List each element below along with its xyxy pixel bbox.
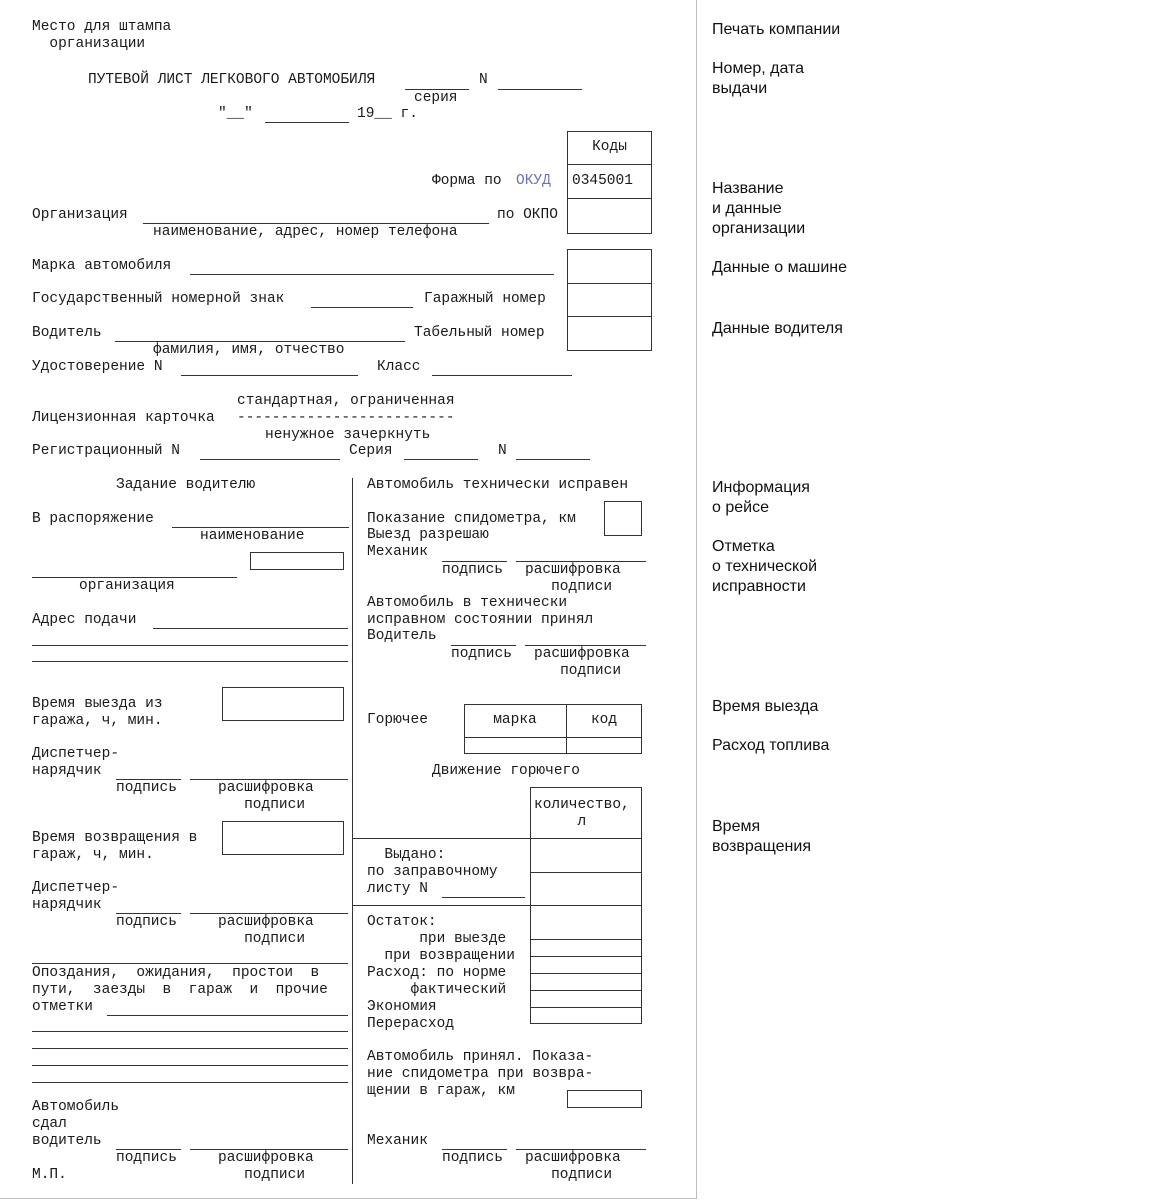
plate-label: Государственный номерной знак [32,291,285,307]
handed-over-label: Автомобиль сдал водитель [32,1099,120,1149]
annotation-company-stamp: Печать компании [712,21,841,38]
date-year: 19__ г. [357,106,418,122]
column-divider [352,478,353,1184]
accepted-good-label: Автомобиль в технически исправном состоянии принял [367,595,594,628]
driver-accept-label: Водитель [367,628,437,644]
license-blank [181,375,358,376]
annotation-driver-data: Данные водителя [712,320,843,337]
registration-blank [200,459,340,460]
okud-link[interactable]: ОКУД [516,173,551,189]
codes-divider [567,164,652,165]
delays-blank [32,1031,348,1032]
signature-caption: подпись [116,1150,177,1166]
stamp-place-label: Место для штампа организации [32,19,172,52]
delays-blank [32,1082,348,1083]
odometer-box [604,501,642,536]
fuel-row-divider [530,956,642,957]
delays-top-line [32,963,348,964]
fuel-table-divider [464,737,642,738]
codes-divider [567,198,652,199]
delays-blank [32,1065,348,1066]
car-codes-box [567,249,652,351]
strike-hint: ненужное зачеркнуть [265,427,431,443]
driver-hint: фамилия, имя, отчество [153,342,345,358]
date-day-blank: "__" [218,106,253,122]
organization-label: Организация [32,207,128,223]
issued-number-blank [442,897,525,898]
license-label: Удостоверение N [32,359,163,375]
decoding-caption: расшифровка подписи [525,562,621,595]
signature-caption: подпись [116,914,177,930]
annotation-departure-time: Время выезда [712,698,819,715]
card-types: стандартная, ограниченная [237,393,455,409]
car-codes-divider [567,316,652,317]
series-field-blank [404,459,478,460]
decoding-caption: расшифровка подписи [534,646,630,679]
fuel-row-divider [353,905,642,906]
remainder-label: Остаток: при выезде при возвращении Расход: по норме фактический Экономия Перерасход [367,914,515,1032]
organization-hint: наименование, адрес, номер телефона [153,224,458,240]
address-blank [32,645,348,646]
form-title: ПУТЕВОЙ ЛИСТ ЛЕГКОВОГО АВТОМОБИЛЯ [88,72,376,88]
fuel-label: Горючее [367,712,428,728]
decoding-caption: расшифровка подписи [525,1150,621,1183]
return-time-box [222,821,344,855]
annotation-technical-check: Отметка о технической исправности [712,538,818,595]
fuel-row-divider [530,1007,642,1008]
driver-label: Водитель [32,325,102,341]
number-sign: N [479,72,488,88]
card-dashes: ------------------------- [237,410,455,426]
n-blank [516,459,590,460]
dispatcher-label-2: Диспетчер- нарядчик [32,880,120,913]
return-odometer-box [567,1090,642,1108]
car-brand-blank [190,274,554,275]
garage-number-label: Гаражный номер [424,291,546,307]
personnel-number-label: Табельный номер [414,325,545,341]
date-month-blank [265,122,349,123]
org-hint: организация [79,578,175,594]
n-label: N [498,443,507,459]
delays-blank [32,1048,348,1049]
fuel-brand-header: марка [493,712,537,728]
annotation-number-date: Номер, дата выдачи [712,60,805,97]
plate-blank [311,307,413,308]
car-codes-divider [567,283,652,284]
delays-blank [107,1015,348,1016]
return-time-label: Время возвращения в гараж, ч, мин. [32,830,198,863]
registration-label: Регистрационный N [32,443,180,459]
issued-label: Выдано: по заправочному листу N [367,847,498,897]
annotation-trip-info: Информация о рейсе [712,479,810,516]
number-blank [498,89,582,90]
fuel-row-divider [530,872,642,873]
disposal-label: В распоряжение [32,511,154,527]
okud-code: 0345001 [572,173,633,189]
license-card-label: Лицензионная карточка [32,410,215,426]
fuel-movement-title: Движение горючего [432,763,580,779]
fuel-row-divider [530,990,642,991]
task-title: Задание водителю [116,477,256,493]
quantity-header: количество, л [534,797,630,830]
annotation-car-data: Данные о машине [712,259,847,276]
org-code-box [250,552,344,570]
departure-time-box [222,687,344,721]
signature-caption: подпись [451,646,512,662]
annotation-return-time: Время возвращения [712,818,811,855]
delays-label: Опоздания, ожидания, простои в пути, заезды в гараж и прочие отметки [32,965,328,1015]
class-label: Класс [377,359,421,375]
signature-caption: подпись [116,780,177,796]
decoding-caption: расшифровка подписи [218,1150,314,1183]
car-ok-label: Автомобиль технически исправен [367,477,629,493]
address-blank [32,661,348,662]
class-blank [432,375,572,376]
fuel-row-divider [530,973,642,974]
annotation-fuel-consumption: Расход топлива [712,737,830,754]
series-label: Серия [349,443,393,459]
mechanic-label-2: Механик [367,1133,428,1149]
decoding-caption: расшифровка подписи [218,780,314,813]
signature-caption: подпись [442,562,503,578]
okud-label: Форма по [432,173,502,189]
name-hint: наименование [200,528,305,544]
fuel-row-divider [530,939,642,940]
address-label: Адрес подачи [32,612,137,628]
signature-caption: подпись [442,1150,503,1166]
odometer-label: Показание спидометра, км [367,511,576,527]
departure-time-label: Время выезда из гаража, ч, мин. [32,696,163,729]
okpo-label: по ОКПО [497,207,558,223]
mechanic-label: Механик [367,544,428,560]
fuel-row-divider [353,838,642,839]
annotation-organization: Название и данные организации [712,180,806,237]
codes-header: Коды [592,139,627,155]
series-caption: серия [414,90,458,106]
decoding-caption: расшифровка подписи [218,914,314,947]
stamp-label: М.П. [32,1167,67,1183]
departure-allowed-label: Выезд разрешаю [367,527,489,543]
address-blank [153,628,348,629]
car-accepted-label: Автомобиль принял. Показа- ние спидометра при возвра- щении в гараж, км [367,1049,594,1099]
dispatcher-label: Диспетчер- нарядчик [32,746,120,779]
fuel-code-header: код [590,712,618,728]
car-brand-label: Марка автомобиля [32,258,172,274]
